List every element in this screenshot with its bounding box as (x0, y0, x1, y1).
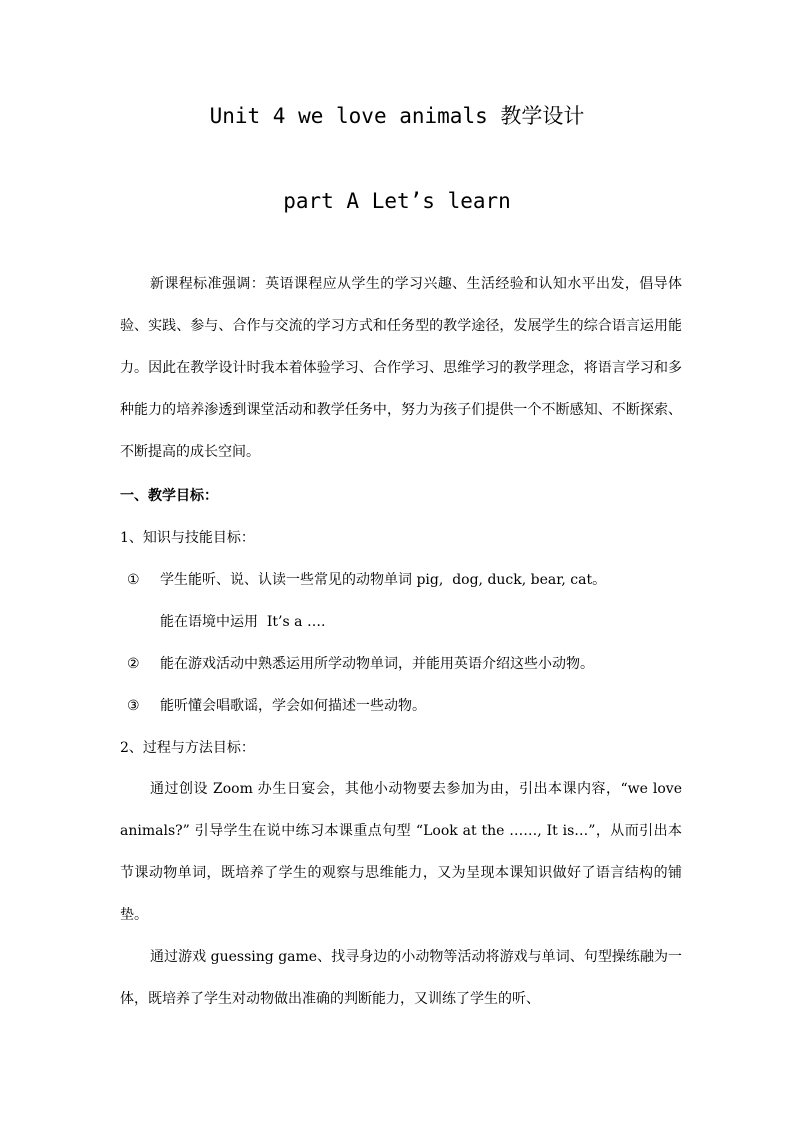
section-heading-teaching-goals: 一、教学目标： (120, 488, 218, 504)
list-marker: ③ (127, 698, 140, 714)
list-item-continuation: 能在语境中运用 It’s a …. (160, 614, 326, 630)
list-item: 学生能听、说、认读一些常见的动物单词 pig, dog, duck, bear, cat。 (160, 572, 607, 588)
process-paragraph: 通过游戏 guessing game、找寻身边的小动物等活动将游戏与单词、句型操练融为一体，既培养了学生对动物做出准确的判断能力，又训练了学生的听、 (120, 949, 682, 1007)
intro-paragraph: 新课程标准强调：英语课程应从学生的学习兴趣、生活经验和认知水平出发，倡导体验、实践、参与、合作与交流的学习方式和任务型的教学途径，发展学生的综合语言运用能力。因此在教学设计时我本着体验学习、合作学习、思维学习的教学理念，将语言学习和多种能力的培养渗透到课堂活动和教学任务中，努力为孩子们提供一个不断感知、不断探索、不断提高的成长空间。 (120, 276, 682, 460)
process-paragraph: 通过创设 Zoom 办生日宴会，其他小动物要去参加为由，引出本课内容，“we love animals?” 引导学生在说中练习本课重点句型 “Look at the ……, It is…”，从而引出本节课动物单词，既培养了学生的观察与思维能力，又为呈现本课知识做好了语言结构的铺垫。 (120, 781, 682, 923)
list-marker: ① (127, 572, 140, 588)
list-item: 能在游戏活动中熟悉运用所学动物单词，并能用英语介绍这些小动物。 (160, 656, 594, 672)
list-item: 能听懂会唱歌谣，学会如何描述一些动物。 (160, 698, 426, 714)
document-title: Unit 4 we love animals 教学设计 (209, 104, 585, 128)
goal-heading-process-methods: 2、过程与方法目标： (120, 740, 255, 756)
list-marker: ② (127, 656, 140, 672)
goal-heading-knowledge-skills: 1、知识与技能目标： (120, 530, 255, 546)
document-subtitle: part A Let’s learn (283, 189, 511, 213)
